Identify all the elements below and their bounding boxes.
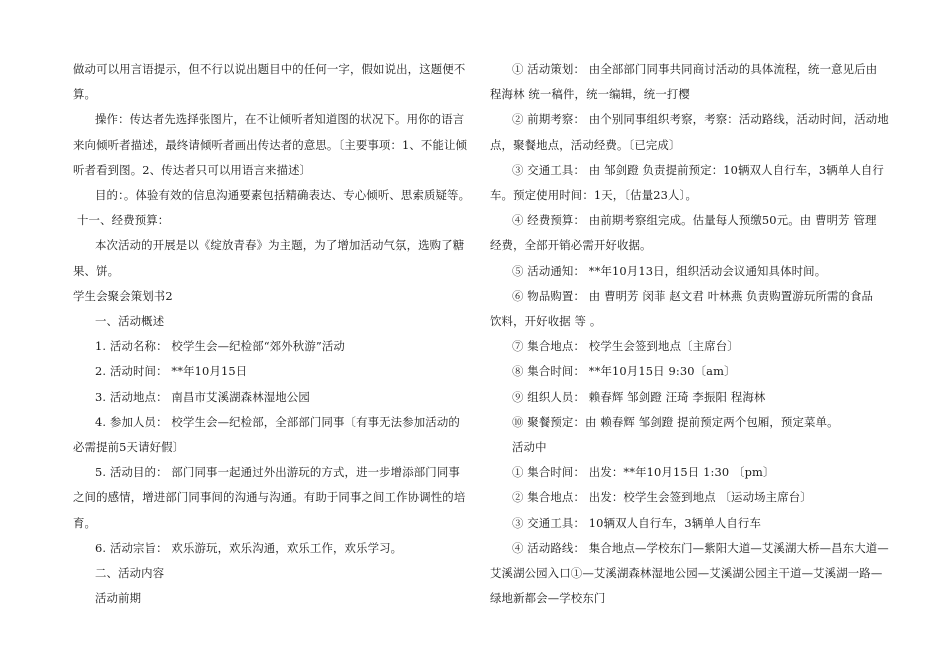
text-line: 十一、经费预算： [77, 213, 170, 228]
text-line: ⑥ 物品购置： 由 曹明芳 闵菲 赵文君 叶林燕 负责购置游玩所需的食品 [512, 288, 874, 303]
text-line: 算。 [73, 87, 97, 102]
text-line: 点，聚餐地点，活动经费。〔已完成〕 [490, 137, 681, 152]
text-line: ⑧ 集合时间： **年10月15日 9:30〔am〕 [512, 364, 736, 379]
text-line: 经费，全部开销必需开好收据。 [490, 238, 652, 253]
text-line: 育。 [73, 515, 97, 530]
text-line: ③ 交通工具： 10辆双人自行车，3辆单人自行车 [512, 515, 762, 530]
text-line: 1. 活动名称： 校学生会—纪检部“郊外秋游”活动 [95, 339, 345, 354]
text-line: 果、饼。 [73, 263, 120, 278]
text-line: 车。预定使用时间：1天，〔估量23人〕。 [490, 188, 697, 202]
text-line: ④ 经费预算： 由前期考察组完成。估量每人预缴50元。由 曹明芳 管理 [512, 213, 877, 228]
text-line: 活动前期 [95, 591, 142, 606]
text-line: 听者看到图。2、传达者只可以用语言来描述〕 [73, 162, 312, 177]
text-line: 2. 活动时间： **年10月15日 [95, 364, 248, 379]
text-line: ③ 交通工具： 由 邹剑蹬 负责提前预定：10辆双人自行车，3辆单人自行 [512, 162, 884, 177]
text-line: ① 集合时间： 出发：**年10月15日 1:30 〔pm〕 [512, 465, 775, 480]
text-line: 程海林 统一稿件，统一编辑，统一打樱 [490, 87, 690, 102]
text-line: ⑩ 聚餐预定：由 赖春辉 邹剑蹬 提前预定两个包厢，预定菜单。 [512, 414, 839, 429]
text-line: ⑤ 活动通知： **年10月13日，组织活动会议通知具体时间。 [512, 263, 827, 278]
text-line: 5. 活动目的： 部门同事一起通过外出游玩的方式，进一步增添部门同事 [95, 465, 460, 480]
text-line: 饮料，开好收据 等 。 [490, 314, 602, 328]
text-line: 绿地新都会—学校东门 [490, 591, 606, 606]
text-line: 6. 活动宗旨： 欢乐游玩，欢乐沟通，欢乐工作，欢乐学习。 [95, 540, 403, 555]
text-line: ② 前期考察： 由个别同事组织考察，考察：活动路线，活动时间，活动地 [512, 112, 889, 127]
text-line: 活动中 [512, 440, 547, 454]
text-line: 目的：。体验有效的信息沟通要素包括精确表达、专心倾听、思索质疑等。 [95, 188, 471, 202]
text-line: 3. 活动地点： 南昌市艾溪湖森林湿地公园 [95, 389, 310, 404]
text-line: 操作：传达者先选择张图片，在不让倾听者知道图的状况下。用你的语言 [95, 112, 465, 127]
text-line: 艾溪湖公园入口①—艾溪湖森林湿地公园—艾溪湖公园主干道—艾溪湖一路— [490, 566, 883, 580]
text-line: 来向倾听者描述，最终请倾听者画出传达者的意思。〔主要事项：1、不能让倾 [73, 137, 468, 152]
text-line: 一、活动概述 [95, 314, 165, 328]
text-line: ① 活动策划： 由全部部门同事共同商讨活动的具体流程，统一意见后由 [512, 62, 878, 76]
text-line: 做动可以用言语提示，但不行以说出题目中的任何一字，假如说出，这题便不 [73, 62, 466, 76]
text-line: 4. 参加人员： 校学生会—纪检部，全部部门同事〔有事无法参加活动的 [95, 414, 460, 429]
text-line: 之间的感情，增进部门同事间的沟通与沟通。有助于同事之间工作协调性的培 [73, 490, 466, 505]
text-line: ④ 活动路线： 集合地点—学校东门—紫阳大道—艾溪湖大桥—昌东大道— [512, 540, 889, 555]
text-line: ② 集合地点： 出发：校学生会签到地点 〔运动场主席台〕 [512, 490, 812, 505]
text-line: 学生会聚会策划书2 [73, 288, 173, 303]
text-line: 二、活动内容 [95, 566, 165, 580]
text-line: 本次活动的开展是以《绽放青春》为主题，为了增加活动气氛，选购了糖 [95, 238, 465, 253]
text-line: 必需提前5天请好假〕 [73, 440, 185, 454]
text-line: ⑦ 集合地点： 校学生会签到地点〔主席台〕 [512, 339, 739, 354]
text-line: ⑨ 组织人员： 赖春辉 邹剑蹬 汪琦 李振阳 程海林 [512, 389, 766, 404]
